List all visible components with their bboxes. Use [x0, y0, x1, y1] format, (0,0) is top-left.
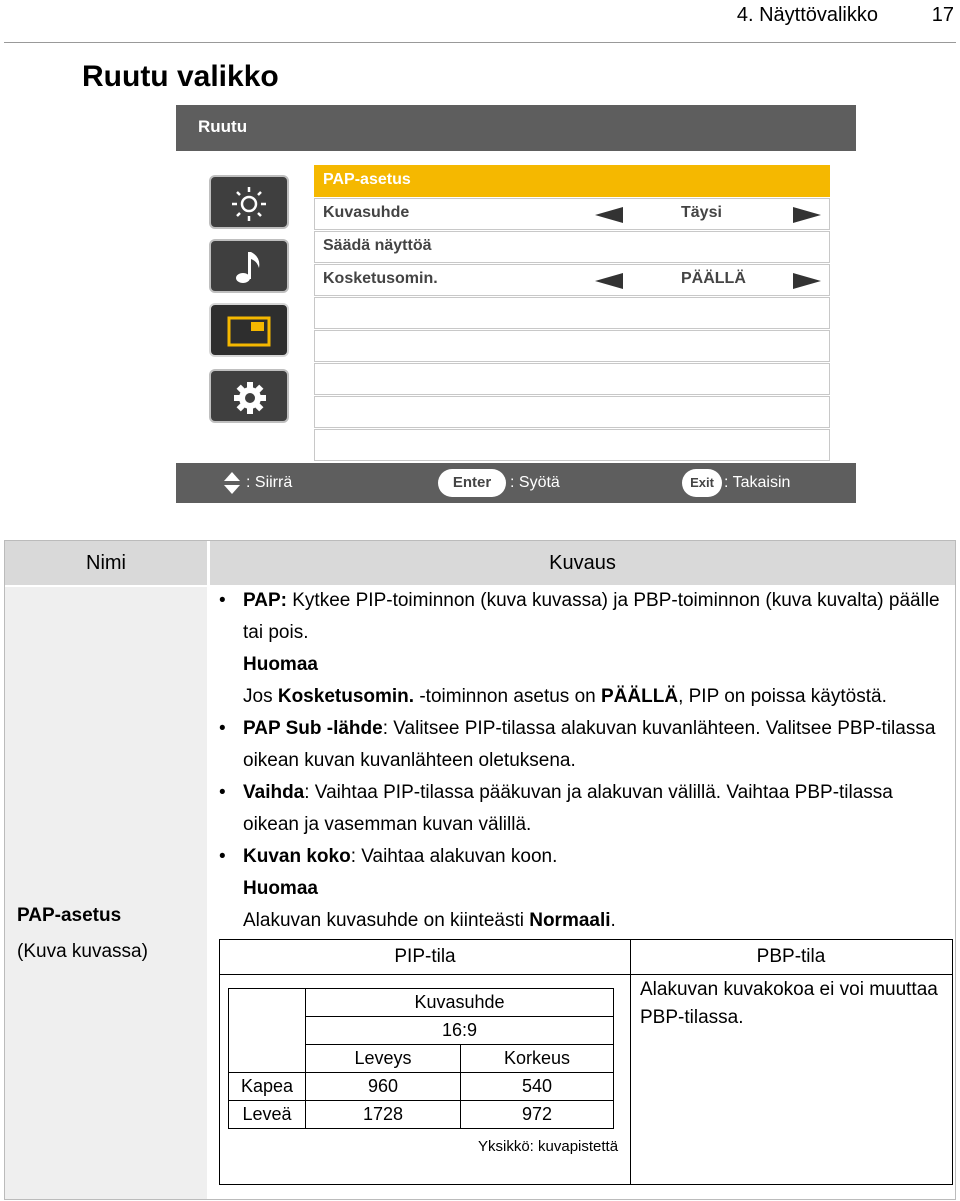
- menu-item-value: PÄÄLLÄ: [681, 270, 746, 287]
- gear-icon[interactable]: [209, 369, 289, 423]
- note-text: Alakuvan kuvasuhde on kiinteästi Normaali.: [243, 910, 616, 931]
- row-name: Leveä: [229, 1101, 306, 1129]
- note-title: Huomaa: [243, 878, 318, 899]
- row-width: 1728: [306, 1101, 461, 1129]
- menu-item-label: Kosketusomin.: [323, 270, 438, 287]
- menu-item-adjust-display[interactable]: [314, 231, 830, 263]
- page-title: Ruutu valikko: [82, 60, 279, 93]
- footer-move-label: : Siirrä: [246, 474, 293, 491]
- menu-item-value: Täysi: [681, 204, 722, 221]
- osd-screenshot: [176, 105, 856, 503]
- description-table: [4, 540, 956, 1200]
- picture-in-picture-icon[interactable]: [209, 303, 289, 357]
- arrow-right-icon[interactable]: [793, 273, 821, 289]
- footer-enter-label: : Syötä: [510, 474, 560, 491]
- arrow-left-icon[interactable]: [595, 207, 623, 223]
- menu-item-label: Säädä näyttöä: [323, 237, 432, 254]
- subtable-divider: [630, 940, 631, 1185]
- row-width: 960: [306, 1073, 461, 1101]
- width-heading: Leveys: [306, 1045, 461, 1073]
- menu-empty-row: [314, 396, 830, 428]
- bullet-swap: • Vaihda: Vaihtaa PIP-tilassa pääkuvan ja alakuvan välillä. Vaihtaa PBP-tilassa oikean ja vasemman kuvan välillä.: [219, 777, 949, 841]
- setting-name: PAP-asetus: [17, 905, 122, 926]
- osd-menu: [314, 165, 830, 462]
- mode-subtable: [219, 939, 953, 1185]
- pip-mode-heading: PIP-tila: [394, 946, 456, 967]
- note-title: Huomaa: [243, 654, 318, 675]
- osd-footer: [176, 463, 856, 503]
- bullet-image-size: • Kuvan koko: Vaihtaa alakuvan koon.: [219, 841, 949, 873]
- page-header: [0, 0, 960, 44]
- pbp-description: Alakuvan kuvakokoa ei voi muuttaa PBP-tilassa.: [640, 979, 938, 1028]
- menu-item-touch[interactable]: [314, 264, 830, 296]
- table-row: [229, 1101, 614, 1129]
- menu-item-pap-setting[interactable]: [314, 165, 830, 197]
- menu-empty-row: [314, 330, 830, 362]
- column-header-description: Kuvaus: [210, 541, 955, 585]
- bullet-pap: • PAP: Kytkee PIP-toiminnon (kuva kuvassa) ja PBP-toiminnon (kuva kuvalta) päälle tai pois.: [219, 585, 949, 649]
- bullet-pap-sub-source: • PAP Sub -lähde: Valitsee PIP-tilassa alakuvan kuvanlähteen. Valitsee PBP-tilassa oikean kuvan kuvanlähteen oletuksena.: [219, 713, 949, 777]
- description-cell: [219, 585, 949, 937]
- menu-empty-row: [314, 363, 830, 395]
- chapter-title: 4. Näyttövalikko: [736, 4, 878, 26]
- brightness-icon[interactable]: [209, 175, 289, 229]
- empty-cell: [229, 989, 306, 1073]
- osd-title-bar: [176, 105, 856, 151]
- row-height: 540: [461, 1073, 614, 1101]
- page-number: 17: [931, 4, 954, 26]
- column-header-name: Nimi: [5, 541, 207, 585]
- aspect-heading: Kuvasuhde: [306, 989, 614, 1017]
- up-down-arrow-icon: [224, 472, 240, 494]
- unit-note: Yksikkö: kuvapistettä: [478, 1138, 619, 1155]
- aspect-value: 16:9: [306, 1017, 614, 1045]
- music-note-icon[interactable]: [209, 239, 289, 293]
- osd-title: Ruutu: [198, 117, 248, 136]
- exit-key-icon[interactable]: Exit: [682, 469, 722, 497]
- header-divider: [4, 42, 956, 43]
- name-cell: [5, 587, 207, 1199]
- note-text: Jos Kosketusomin. -toiminnon asetus on PÄÄLLÄ, PIP on poissa käytöstä.: [243, 686, 887, 707]
- menu-item-aspect-ratio[interactable]: [314, 198, 830, 230]
- menu-item-label: Kuvasuhde: [323, 204, 410, 221]
- row-name: Kapea: [229, 1073, 306, 1101]
- osd-main: [176, 151, 856, 463]
- setting-subtitle: (Kuva kuvassa): [17, 941, 148, 962]
- menu-empty-row: [314, 297, 830, 329]
- menu-item-label: PAP-asetus: [323, 171, 411, 188]
- row-height: 972: [461, 1101, 614, 1129]
- pbp-mode-heading: PBP-tila: [756, 946, 826, 967]
- pip-size-table: [228, 988, 614, 1129]
- table-row: [229, 1073, 614, 1101]
- subtable-divider: [220, 974, 952, 975]
- menu-empty-row: [314, 429, 830, 461]
- footer-back-label: : Takaisin: [724, 474, 791, 491]
- height-heading: Korkeus: [461, 1045, 614, 1073]
- arrow-right-icon[interactable]: [793, 207, 821, 223]
- arrow-left-icon[interactable]: [595, 273, 623, 289]
- enter-key-icon[interactable]: Enter: [438, 469, 506, 497]
